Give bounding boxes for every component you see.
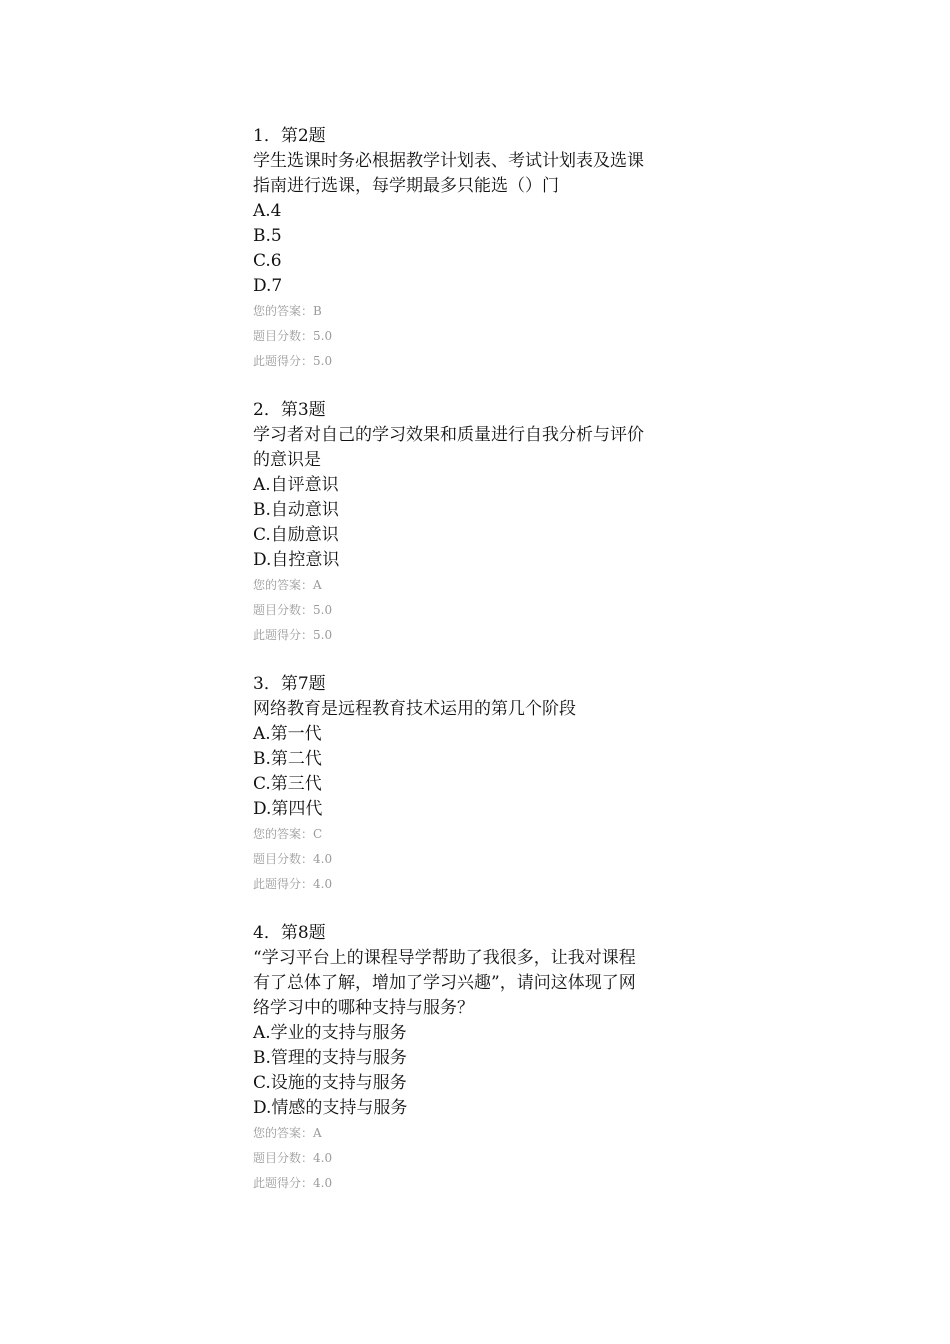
- your-answer: 您的答案：C: [253, 827, 323, 841]
- option-a: A.4: [253, 201, 282, 221]
- your-answer: 您的答案：B: [253, 304, 322, 318]
- question-text: 网络教育是远程教育技术运用的第几个阶段: [253, 699, 576, 719]
- earned-score: 此题得分：5.0: [253, 354, 333, 368]
- question-text: 学习者对自己的学习效果和质量进行自我分析与评价 的意识是: [253, 425, 644, 470]
- option-b: B.第二代: [253, 749, 322, 769]
- option-a: A.自评意识: [253, 475, 339, 495]
- question-number: 1．第2题: [253, 126, 326, 146]
- question-number: 2．第3题: [253, 400, 326, 420]
- question-score: 题目分数：5.0: [253, 603, 333, 617]
- option-b: B.5: [253, 226, 282, 246]
- question-score: 题目分数：5.0: [253, 329, 333, 343]
- question-block: [253, 921, 703, 1196]
- question-number: 4．第8题: [253, 923, 326, 943]
- option-a: A.第一代: [253, 724, 322, 744]
- earned-score: 此题得分：4.0: [253, 877, 333, 891]
- earned-score: 此题得分：5.0: [253, 628, 333, 642]
- question-number: 3．第7题: [253, 674, 326, 694]
- option-d: D.情感的支持与服务: [253, 1098, 408, 1118]
- option-b: B.自动意识: [253, 500, 339, 520]
- option-d: D.第四代: [253, 799, 323, 819]
- your-answer: 您的答案：A: [253, 578, 322, 592]
- question-score: 题目分数：4.0: [253, 852, 333, 866]
- option-c: C.自励意识: [253, 525, 339, 545]
- option-c: C.设施的支持与服务: [253, 1073, 407, 1093]
- your-answer: 您的答案：A: [253, 1126, 322, 1140]
- option-a: A.学业的支持与服务: [253, 1023, 407, 1043]
- option-c: C.第三代: [253, 774, 322, 794]
- option-d: D.7: [253, 276, 283, 296]
- question-text: “学习平台上的课程导学帮助了我很多，让我对课程 有了总体了解，增加了学习兴趣”，请问这体现了网 络学习中的哪种支持与服务？: [253, 948, 636, 1018]
- question-block: [253, 398, 703, 648]
- option-c: C.6: [253, 251, 282, 271]
- quiz-results-document: [253, 124, 703, 1220]
- earned-score: 此题得分：4.0: [253, 1176, 333, 1190]
- question-block: [253, 672, 703, 897]
- option-d: D.自控意识: [253, 550, 340, 570]
- question-text: 学生选课时务必根据教学计划表、考试计划表及选课 指南进行选课，每学期最多只能选（）门: [253, 151, 644, 196]
- question-score: 题目分数：4.0: [253, 1151, 333, 1165]
- option-b: B.管理的支持与服务: [253, 1048, 407, 1068]
- question-block: [253, 124, 703, 374]
